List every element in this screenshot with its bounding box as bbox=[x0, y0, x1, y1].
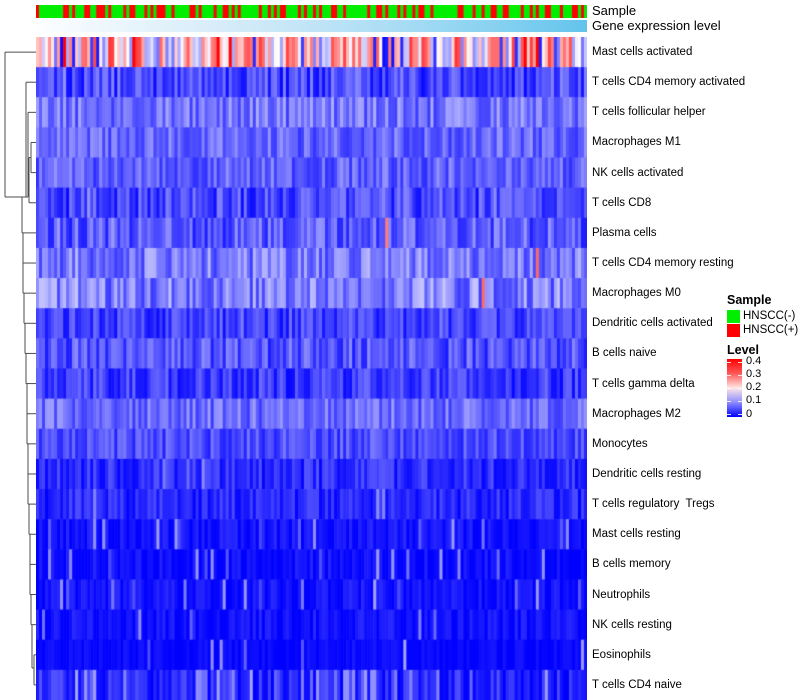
row-label: B cells naive bbox=[592, 347, 657, 360]
legend bbox=[727, 293, 800, 419]
row-label: NK cells activated bbox=[592, 166, 684, 179]
legend-item-hnscc-neg bbox=[727, 309, 800, 323]
row-label: T cells gamma delta bbox=[592, 377, 695, 390]
sample-annotation-label: Sample bbox=[592, 3, 637, 18]
hnscc-negative-label: HNSCC(-) bbox=[743, 310, 796, 322]
level-tick-0.3: 0.3 bbox=[746, 368, 762, 380]
row-label: Monocytes bbox=[592, 437, 648, 450]
heatmap-canvas bbox=[36, 37, 587, 700]
row-label: Macrophages M0 bbox=[592, 287, 681, 300]
level-tick-0.1: 0.1 bbox=[746, 394, 762, 406]
row-label: Mast cells activated bbox=[592, 46, 693, 59]
row-label: Dendritic cells resting bbox=[592, 468, 702, 481]
level-tick-0.2: 0.2 bbox=[746, 381, 762, 393]
row-label: T cells CD4 memory resting bbox=[592, 257, 734, 270]
level-colorbar bbox=[727, 355, 800, 420]
legend-level-block bbox=[727, 343, 800, 419]
row-label: Dendritic cells activated bbox=[592, 317, 713, 330]
row-label: Macrophages M2 bbox=[592, 407, 681, 420]
row-label: T cells CD4 memory activated bbox=[592, 76, 746, 89]
row-label: NK cells resting bbox=[592, 618, 672, 631]
hnscc-positive-swatch bbox=[727, 324, 740, 337]
row-label: T cells CD4 naive bbox=[592, 679, 682, 692]
row-label: T cells CD8 bbox=[592, 196, 652, 209]
row-label: T cells follicular helper bbox=[592, 106, 706, 119]
row-label: T cells regulatory Tregs bbox=[592, 498, 715, 511]
sample-annotation-bar bbox=[36, 5, 587, 18]
row-label: Plasma cells bbox=[592, 226, 657, 239]
row-label: Mast cells resting bbox=[592, 528, 681, 541]
gene-expression-annotation-bar bbox=[36, 20, 587, 32]
level-tick-0: 0 bbox=[746, 408, 753, 420]
row-label: Neutrophils bbox=[592, 588, 651, 601]
row-label: Macrophages M1 bbox=[592, 136, 681, 149]
level-tick-0.4: 0.4 bbox=[746, 355, 762, 367]
row-dendrogram bbox=[0, 0, 38, 700]
hnscc-positive-label: HNSCC(+) bbox=[743, 324, 799, 336]
hnscc-negative-swatch bbox=[727, 310, 740, 323]
gene-annotation-label: Gene expression level bbox=[592, 18, 721, 33]
legend-item-hnscc-pos bbox=[727, 323, 800, 337]
row-label: B cells memory bbox=[592, 558, 671, 571]
row-label: Eosinophils bbox=[592, 648, 651, 661]
legend-level-title: Level bbox=[727, 343, 759, 357]
legend-sample-title: Sample bbox=[727, 293, 772, 307]
